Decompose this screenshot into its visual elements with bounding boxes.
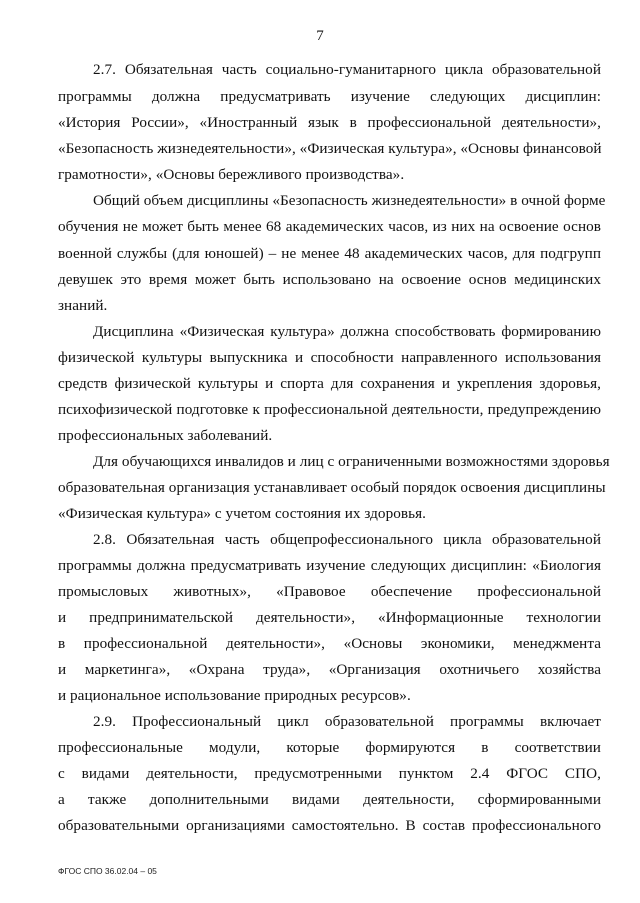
text-line: а также дополнительными видами деятельности, сформированными (58, 791, 601, 808)
text-line: средств физической культуры и спорта для сохранения и укрепления здоровья, (58, 375, 601, 392)
text-line: обучения не может быть менее 68 академических часов, из них на освоение основ (58, 218, 601, 235)
text-line: Общий объем дисциплины «Безопасность жизнедеятельности» в очной форме (93, 192, 606, 209)
text-line: программы должна предусматривать изучение следующих дисциплин: (58, 88, 601, 105)
text-line: программы должна предусматривать изучение следующих дисциплин: «Биология (58, 557, 601, 574)
page-number: 7 (316, 28, 324, 44)
text-line: 2.7. Обязательная часть социально-гуманитарного цикла образовательной (93, 61, 601, 78)
text-line: в профессиональной деятельности», «Основы экономики, менеджмента (58, 635, 601, 652)
text-line: и предпринимательской деятельности», «Информационные технологии (58, 609, 601, 626)
text-line: промысловых животных», «Правовое обеспечение профессиональной (58, 583, 601, 600)
text-line: Дисциплина «Физическая культура» должна способствовать формированию (93, 323, 601, 340)
text-line: девушек это время может быть использовано на освоение основ медицинских (58, 271, 601, 288)
text-line: образовательная организация устанавливает особый порядок освоения дисциплины (58, 479, 606, 496)
text-line: знаний. (58, 297, 108, 314)
text-line: профессиональные модули, которые формируются в соответствии (58, 739, 601, 756)
text-line: психофизической подготовке к профессиональной деятельности, предупреждению (58, 401, 601, 418)
text-line: военной службы (для юношей) – не менее 48 академических часов, для подгрупп (58, 245, 601, 262)
text-line: «Физическая культура» с учетом состояния их здоровья. (58, 505, 426, 522)
text-line: 2.9. Профессиональный цикл образовательной программы включает (93, 713, 601, 730)
document-footer-code: ФГОС СПО 36.02.04 – 05 (58, 866, 157, 876)
text-line: образовательными организациями самостоятельно. В состав профессионального (58, 817, 601, 834)
text-line: «История России», «Иностранный язык в профессиональной деятельности», (58, 114, 601, 131)
text-line: грамотности», «Основы бережливого производства». (58, 166, 405, 183)
text-line: Для обучающихся инвалидов и лиц с ограниченными возможностями здоровья (93, 453, 610, 470)
text-line: физической культуры выпускника и способности направленного использования (58, 349, 601, 366)
text-line: с видами деятельности, предусмотренными пунктом 2.4 ФГОС СПО, (58, 765, 601, 782)
text-line: и маркетинга», «Охрана труда», «Организация охотничьего хозяйства (58, 661, 601, 678)
text-line: профессиональных заболеваний. (58, 427, 273, 444)
text-line: и рациональное использование природных ресурсов». (58, 687, 411, 704)
text-line: «Безопасность жизнедеятельности», «Физическая культура», «Основы финансовой (58, 140, 602, 157)
text-line: 2.8. Обязательная часть общепрофессионального цикла образовательной (93, 531, 601, 548)
